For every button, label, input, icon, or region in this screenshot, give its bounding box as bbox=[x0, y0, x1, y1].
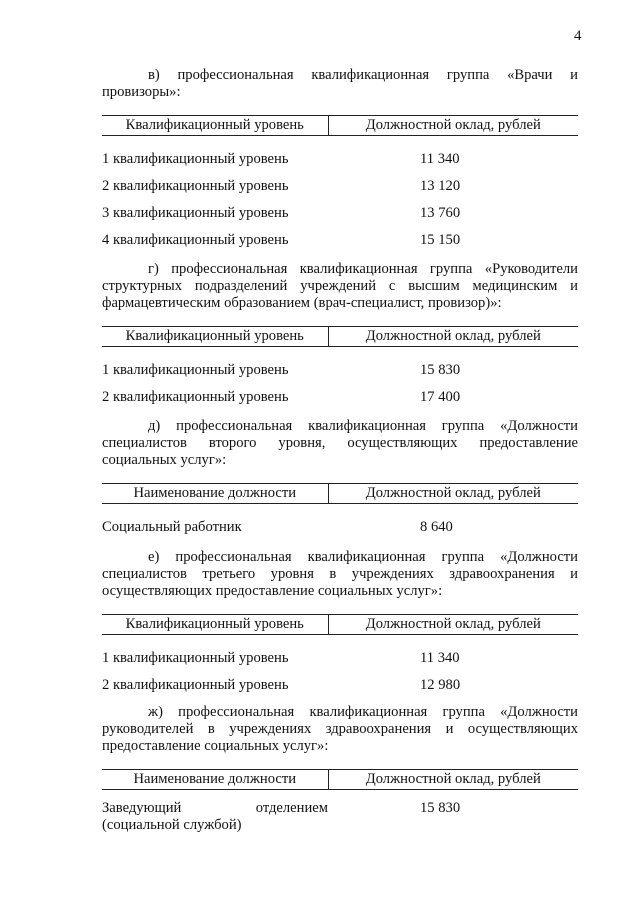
salary-value: 13 120 bbox=[420, 178, 461, 194]
salary-table bbox=[102, 326, 578, 411]
salary-table bbox=[102, 115, 578, 254]
salary-value: 15 830 bbox=[420, 800, 461, 816]
table-row bbox=[102, 790, 578, 835]
section-e bbox=[102, 549, 578, 699]
salary-table bbox=[102, 769, 578, 834]
column-header: Квалификационный уровень bbox=[102, 327, 328, 347]
position-name-line1: Заведующий отделением bbox=[102, 800, 328, 816]
salary-table bbox=[102, 614, 578, 699]
table-row bbox=[102, 136, 578, 174]
column-header: Должностной оклад, рублей bbox=[328, 116, 578, 136]
column-header: Должностной оклад, рублей bbox=[328, 770, 578, 790]
salary-value: 15 830 bbox=[420, 362, 461, 378]
section-g bbox=[102, 261, 578, 411]
section-intro: г) профессиональная квалификационная группа «Руководители структурных подразделений учреждений с высшим медицинским и фармацевтическим образованием (врач-специалист, провизор)»: bbox=[102, 261, 578, 311]
column-header: Наименование должности bbox=[102, 484, 328, 504]
level-name: 2 квалификационный уровень bbox=[102, 677, 289, 693]
table-row bbox=[102, 672, 578, 699]
section-intro: в) профессиональная квалификационная группа «Врачи и провизоры»: bbox=[102, 67, 578, 100]
salary-value: 11 340 bbox=[420, 151, 460, 167]
salary-value: 15 150 bbox=[420, 232, 461, 248]
level-name: 2 квалификационный уровень bbox=[102, 178, 289, 194]
section-v bbox=[102, 67, 578, 254]
position-name-line2: (социальной службой) bbox=[102, 817, 242, 833]
level-name: 2 квалификационный уровень bbox=[102, 389, 289, 405]
salary-value: 8 640 bbox=[420, 519, 453, 535]
section-d bbox=[102, 418, 578, 541]
salary-table bbox=[102, 483, 578, 541]
table-row bbox=[102, 635, 578, 673]
page-number: 4 bbox=[574, 28, 582, 44]
table-row bbox=[102, 384, 578, 411]
salary-value: 11 340 bbox=[420, 650, 460, 666]
section-intro: д) профессиональная квалификационная группа «Должности специалистов второго уровня, осуществляющих предоставление социальных услуг»: bbox=[102, 418, 578, 468]
salary-value: 17 400 bbox=[420, 389, 461, 405]
column-header: Квалификационный уровень bbox=[102, 615, 328, 635]
column-header: Должностной оклад, рублей bbox=[328, 484, 578, 504]
table-row bbox=[102, 347, 578, 385]
column-header: Должностной оклад, рублей bbox=[328, 615, 578, 635]
section-intro: ж) профессиональная квалификационная группа «Должности руководителей в учреждениях здравоохранения и осуществляющих предоставление социальных услуг»: bbox=[102, 704, 578, 754]
table-row bbox=[102, 227, 578, 254]
table-row bbox=[102, 173, 578, 200]
column-header: Наименование должности bbox=[102, 770, 328, 790]
table-row bbox=[102, 504, 578, 542]
position-name: Социальный работник bbox=[102, 519, 242, 535]
level-name: 1 квалификационный уровень bbox=[102, 362, 289, 378]
section-intro: е) профессиональная квалификационная группа «Должности специалистов третьего уровня в учреждениях здравоохранения и осуществляющих предоставление социальных услуг»: bbox=[102, 549, 578, 599]
section-zh bbox=[102, 704, 578, 834]
column-header: Должностной оклад, рублей bbox=[328, 327, 578, 347]
level-name: 1 квалификационный уровень bbox=[102, 151, 289, 167]
salary-value: 13 760 bbox=[420, 205, 461, 221]
position-name bbox=[102, 790, 328, 835]
level-name: 3 квалификационный уровень bbox=[102, 205, 289, 221]
level-name: 4 квалификационный уровень bbox=[102, 232, 289, 248]
level-name: 1 квалификационный уровень bbox=[102, 650, 289, 666]
table-row bbox=[102, 200, 578, 227]
column-header: Квалификационный уровень bbox=[102, 116, 328, 136]
salary-value: 12 980 bbox=[420, 677, 461, 693]
